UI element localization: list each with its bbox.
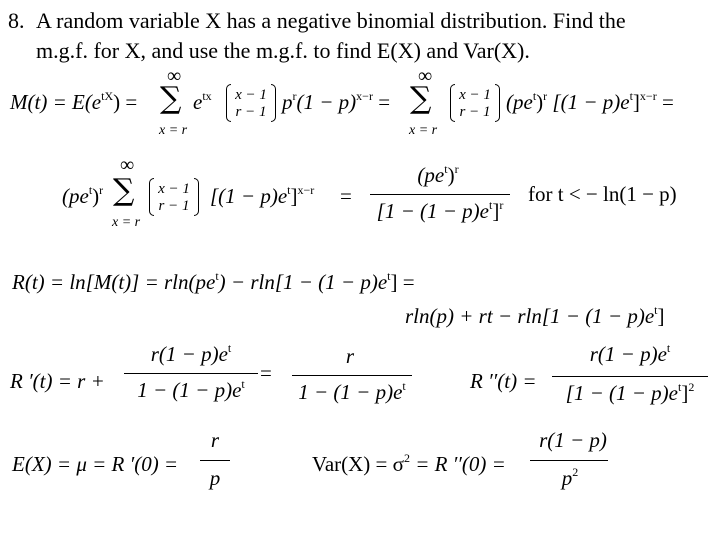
r1-num-exp: t [227, 341, 232, 355]
cgf-line1-c: ] = [390, 270, 415, 294]
mgf-term-exp [193, 89, 212, 114]
mgf-closed-form-denominator [360, 198, 520, 223]
first-derivative-simplified-bar [292, 375, 412, 376]
binom-top-1: x − 1 [235, 87, 267, 103]
mgf-lhs-close: ) = [113, 90, 138, 114]
cgf-line1-exp2: t [387, 269, 391, 283]
first-derivative-lhs [10, 371, 105, 392]
variance-den-power: 2 [572, 465, 579, 479]
mgf-den-close: ] [492, 199, 500, 223]
mgf-pet-power: r [543, 89, 548, 103]
mgf-bracket: [(1 − p)e [552, 90, 630, 114]
cgf-line1-exp1: t [215, 269, 219, 283]
binom-top-3: x − 1 [158, 181, 190, 197]
sum-upper-limit-2: ∞ [418, 65, 433, 87]
mean-num-text: r [210, 428, 220, 452]
mgf-one-minus-p: (1 − p) [296, 90, 357, 114]
variance-lhs-text: Var(X) = σ [312, 452, 404, 476]
mgf-pet: (pe [506, 90, 533, 114]
first-derivative-equals: = [260, 361, 272, 385]
mgf-lhs: M(t) = E(e [10, 90, 102, 114]
r1-den-body: 1 − (1 − p)e [137, 378, 242, 402]
mgf-bracket-close: ] [632, 90, 640, 114]
variance-sigma-exp: 2 [403, 451, 410, 465]
mean-numerator [200, 430, 230, 451]
r1-den-exp: t [241, 377, 245, 391]
mgf-equals: = [378, 90, 391, 114]
mgf-fraction-bar [370, 194, 510, 195]
first-derivative-numerator [126, 341, 256, 366]
cgf-line-2 [405, 303, 665, 328]
sum-upper-limit-3: ∞ [120, 154, 135, 176]
first-derivative-simplified-denominator [280, 379, 424, 404]
mgf-lhs-exponent: tX [101, 89, 114, 103]
mgf-one-minus-p-exponent: x−r [356, 89, 373, 103]
variance-num-text: r(1 − p) [539, 428, 607, 452]
mgf-definition [10, 89, 138, 114]
mgf2-pet-exp: t [88, 183, 93, 197]
cgf-line1-a: R(t) = ln[M(t)] = rln(pe [12, 270, 216, 294]
mgf-pet-exp: t [532, 89, 537, 103]
sum-upper-limit-1: ∞ [167, 65, 182, 87]
first-derivative-simplified-numerator [290, 346, 410, 367]
mgf2-bracket-body: [(1 − p)e [210, 184, 288, 208]
r1-lhs-text: R ′(t) = r + [10, 369, 105, 393]
mgf-trailing-equals: = [656, 90, 674, 114]
mgf-closed-form-numerator [368, 162, 508, 187]
binomial-coefficient-2 [450, 84, 500, 124]
binomial-coefficient-3 [149, 178, 199, 218]
mgf-den-exp: t [488, 198, 493, 212]
mean-den-text: p [209, 466, 221, 490]
sum-lower-limit-2: x = r [409, 123, 438, 138]
r2-num-body: r(1 − p)e [589, 342, 667, 366]
mgf-num-pet: (pe [417, 163, 445, 187]
problem-line-1: A random variable X has a negative binomial distribution. Find the [36, 8, 626, 33]
mgf-den-body: [1 − (1 − p)e [376, 199, 489, 223]
r1-den2-body: 1 − (1 − p)e [298, 380, 403, 404]
mgf-num-close: ) [447, 163, 455, 187]
r2-lhs-text: R ′′(t) = [470, 369, 537, 393]
mgf-e: e [193, 90, 203, 114]
first-derivative-denominator [118, 377, 264, 402]
variance-den-text: p [561, 466, 573, 490]
variance-fraction-bar [530, 460, 608, 461]
second-derivative-fraction-bar [552, 376, 708, 377]
r1-den2-exp: t [402, 379, 406, 393]
mgf2-bracket [210, 183, 315, 208]
variance-mid-text: = R ′′(0) = [409, 452, 506, 476]
problem-line-2: m.g.f. for X, and use the m.g.f. to find E(X) and Var(X). [36, 38, 530, 63]
mgf-pet-close: ) [536, 90, 544, 114]
binom-top-2: x − 1 [459, 87, 491, 103]
cgf-line1-b: ) − rln[1 − (1 − p)e [218, 270, 388, 294]
variance-lhs [312, 451, 506, 476]
summation-symbol-1: ∑ [160, 81, 182, 116]
problem-number: 8. [8, 8, 25, 33]
mgf-probability-terms [282, 89, 391, 114]
mgf2-pet-close: ) [92, 184, 100, 208]
r1-num2: r [345, 344, 355, 368]
binom-bottom-3: r − 1 [158, 198, 190, 214]
mgf-num-exp: t [444, 162, 448, 176]
mgf-p-exponent: r [292, 89, 297, 103]
second-derivative-lhs [470, 371, 537, 392]
sum-lower-limit-1: x = r [159, 123, 188, 138]
cgf-line-1 [12, 269, 415, 294]
mean-denominator [200, 468, 230, 489]
mean-fraction-bar [200, 460, 230, 461]
cgf-line2-exp: t [654, 303, 658, 317]
mgf-bracket-power: x−r [639, 89, 657, 103]
summation-symbol-3: ∑ [113, 173, 135, 208]
binomial-coefficient-1 [226, 84, 276, 124]
r2-den-body: [1 − (1 − p)e [565, 381, 678, 405]
mgf2-pet: (pe [62, 184, 89, 208]
r1-num-body: r(1 − p)e [150, 342, 228, 366]
second-derivative-numerator [558, 341, 702, 366]
mean-lhs [12, 454, 178, 475]
r2-den-close: ] [681, 381, 689, 405]
summation-symbol-2: ∑ [410, 81, 432, 116]
mgf2-bracket-power: x−r [297, 183, 315, 197]
mgf-p: p [282, 90, 293, 114]
mgf-den-power: r [499, 198, 504, 212]
r2-den-power: 2 [688, 380, 695, 394]
variance-numerator [528, 430, 618, 451]
mgf2-equals: = [340, 184, 352, 208]
mgf-domain-condition: for t < − ln(1 − p) [528, 182, 677, 206]
mgf-num-power: r [454, 162, 459, 176]
sum-lower-limit-3: x = r [112, 215, 141, 230]
second-derivative-denominator [548, 380, 712, 405]
mgf2-lead [62, 183, 104, 208]
mgf2-bracket-close: ] [290, 184, 298, 208]
variance-denominator [540, 465, 600, 490]
first-derivative-fraction-bar [124, 373, 258, 374]
mgf-regrouped-terms [506, 89, 674, 114]
binom-bottom-1: r − 1 [235, 104, 267, 120]
mgf2-pet-power: r [99, 183, 104, 197]
mgf-e-exponent: tx [202, 89, 212, 103]
r2-den-exp: t [677, 380, 682, 394]
r2-num-exp: t [666, 341, 671, 355]
cgf-line2-b: ] [657, 304, 665, 328]
mgf2-bracket-exp: t [287, 183, 291, 197]
mgf-bracket-exp: t [629, 89, 633, 103]
mean-lhs-text: E(X) = μ = R ′(0) = [12, 452, 179, 476]
cgf-line2-a: rln(p) + rt − rln[1 − (1 − p)e [405, 304, 655, 328]
binom-bottom-2: r − 1 [459, 104, 491, 120]
